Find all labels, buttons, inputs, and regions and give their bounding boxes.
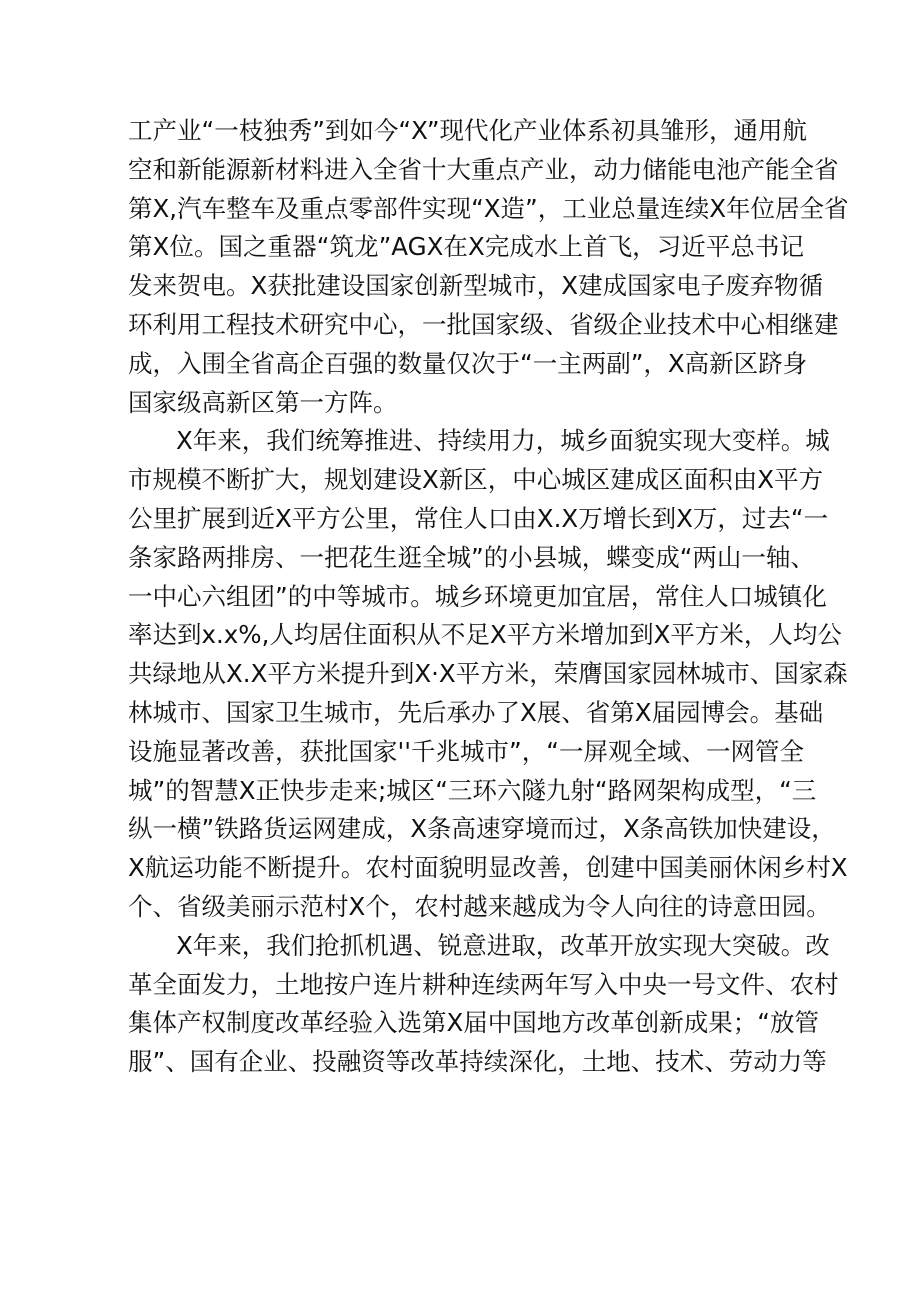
text-line: 第X位。国之重器“筑龙”AGX在X完成水上首飞，习近平总书记 (128, 232, 804, 262)
text-line: 一中心六组团”的中等城市。城乡环境更加宜居，常住人口城镇化 (128, 581, 827, 611)
text-line: 条家路两排房、一把花生逛全城”的小县城，蝶变成“两山一轴、 (128, 542, 815, 572)
text-line: 共绿地从X.X平方米提升到X·X平方米，荣膺国家园林城市、国家森 (128, 659, 848, 689)
paragraph-reform (128, 927, 839, 1082)
text-line: 工产业“一枝独秀”到如今“X”现代化产业体系初具雏形，通用航 (128, 116, 808, 145)
text-line: 市规模不断扩大，规划建设X新区，中心城区建成区面积由X平方 (128, 465, 824, 495)
text-line: 集体产权制度改革经验入选第X届中国地方改革创新成果；“放管 (128, 1008, 819, 1038)
text-line: 革全面发力，土地按户连片耕种连续两年写入中央一号文件、农村 (128, 969, 839, 999)
text-line: 发来贺电。X获批建设国家创新型城市，X建成国家电子废弃物循 (128, 271, 824, 301)
text-line: 城”的智慧X正快步走来;城区“三环六隧九射“路网架构成型，“三 (128, 775, 817, 805)
text-line: 国家级高新区第一方阵。 (128, 387, 398, 417)
text-line: 第X,汽车整车及重点零部件实现“X造”，工业总量连续X年位居全省 (128, 193, 849, 223)
text-line: 设施显著改善，获批国家''千兆城市”，“一屏观全域、一网管全 (128, 736, 804, 766)
text-line: 林城市、国家卫生城市，先后承办了X展、省第X届园博会。基础 (128, 697, 824, 727)
text-line: 服”、国有企业、投融资等改革持续深化，土地、技术、劳动力等 (128, 1047, 827, 1077)
body-text (128, 112, 849, 1082)
text-line: 成，入围全省高企百强的数量仅次于“一主两副”，X高新区跻身 (128, 348, 808, 378)
text-line: 公里扩展到近X平方公里，常住人口由X.X万增长到X万，过去“一 (128, 503, 829, 533)
text-line: X年来，我们抢抓机遇、锐意进取，改革开放实现大突破。改 (176, 930, 830, 960)
text-line: X年来，我们统筹推进、持续用力，城乡面貌实现大变样。城 (176, 426, 830, 456)
text-line: 率达到x.x%,人均居住面积从不足X平方米增加到X平方米，人均公 (128, 620, 842, 650)
text-line: 环利用工程技术研究中心，一批国家级、省级企业技术中心相继建 (128, 309, 839, 339)
paragraph-industry (128, 112, 849, 422)
text-line: 空和新能源新材料进入全省十大重点产业，动力储能电池产能全省 (128, 154, 839, 184)
text-line: X航运功能不断提升。农村面貌明显改善，创建中国美丽休闲乡村X (128, 853, 848, 883)
paragraph-urban-rural (128, 422, 848, 926)
text-line: 个、省级美丽示范村X个，农村越来越成为令人向往的诗意田园。 (128, 891, 831, 921)
text-line: 纵一横”铁路货运网建成，X条高速穿境而过，X条高铁加快建设， (128, 814, 836, 844)
